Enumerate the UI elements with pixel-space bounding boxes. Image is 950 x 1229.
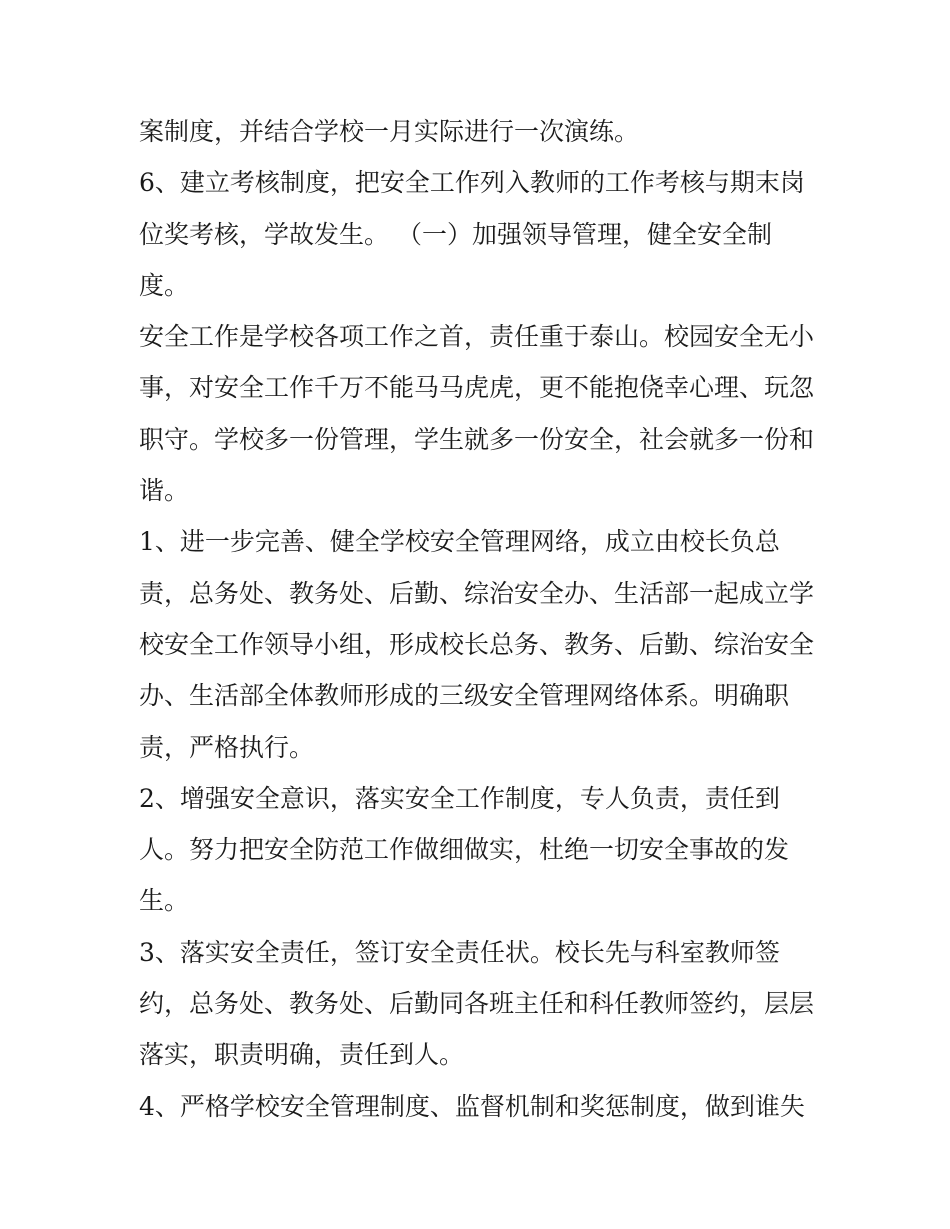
text-line: 4、严格学校安全管理制度、监督机制和奖惩制度，做到谁失 (139, 1091, 805, 1121)
document-body (139, 106, 829, 1132)
text-line: 谐。 (139, 476, 190, 506)
text-line: 责，严格执行。 (139, 732, 315, 762)
text-line: 1、进一步完善、健全学校安全管理网络，成立由校长负总 (139, 527, 780, 557)
text-line: 2、增强安全意识，落实安全工作制度，专人负责，责任到 (139, 783, 780, 813)
text-line: 3、落实安全责任，签订安全责任状。校长先与科室教师签 (139, 937, 780, 967)
text-line: 约，总务处、教务处、后勤同各班主任和科任教师签约，层层 (139, 989, 815, 1019)
text-line: 落实，职责明确，责任到人。 (139, 1040, 465, 1070)
text-line: 生。 (139, 886, 190, 916)
text-line: 度。 (139, 270, 190, 300)
text-line: 职守。学校多一份管理，学生就多一份安全，社会就多一份和 (139, 424, 815, 454)
text-line: 6、建立考核制度，把安全工作列入教师的工作考核与期末岗 (139, 168, 805, 198)
text-line: 安全工作是学校各项工作之首，责任重于泰山。校园安全无小 (139, 322, 815, 352)
text-line: 校安全工作领导小组，形成校长总务、教务、后勤、综治安全 (139, 629, 815, 659)
text-line: 办、生活部全体教师形成的三级安全管理网络体系。明确职 (139, 681, 790, 711)
text-line: 责，总务处、教务处、后勤、综治安全办、生活部一起成立学 (139, 578, 815, 608)
text-line: 位奖考核，学故发生。 （一）加强领导管理，健全安全制 (139, 219, 772, 249)
text-line: 案制度，并结合学校一月实际进行一次演练。 (139, 117, 640, 146)
text-line: 事，对安全工作千万不能马马虎虎，更不能抱侥幸心理、玩忽 (139, 373, 815, 403)
text-line: 人。努力把安全防范工作做细做实，杜绝一切安全事故的发 (139, 835, 790, 865)
